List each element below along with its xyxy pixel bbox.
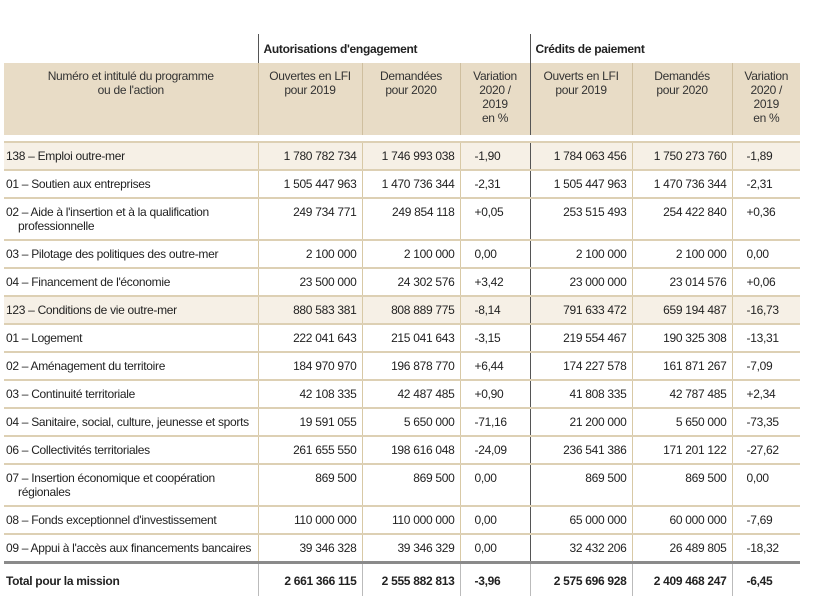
action-row	[4, 408, 800, 436]
ae-variation-cell: -3,96	[460, 563, 530, 597]
column-header-row	[4, 63, 800, 135]
ae-requested-2020-cell: 198 616 048	[362, 436, 460, 464]
row-label-text: 04 – Financement de l'économie	[6, 275, 171, 289]
row-label	[4, 352, 258, 380]
ae-variation-cell: -2,31	[460, 170, 530, 198]
row-label	[4, 408, 258, 436]
cp-variation-cell: -6,45	[732, 563, 800, 597]
ae-lfi-2019-cell: 1 780 782 734	[258, 142, 362, 170]
ae-variation-cell: 0,00	[460, 464, 530, 506]
ae-requested-2020-cell: 39 346 329	[362, 534, 460, 563]
cp-lfi-2019-cell: 41 808 335	[530, 380, 632, 408]
group-ae: Autorisations d'engagement	[258, 34, 530, 63]
cp-variation-cell: -27,62	[732, 436, 800, 464]
row-label	[4, 268, 258, 296]
action-row	[4, 324, 800, 352]
total-row	[4, 563, 800, 597]
ae-variation-cell: +0,05	[460, 198, 530, 240]
action-row	[4, 436, 800, 464]
ae-lfi-2019-cell: 249 734 771	[258, 198, 362, 240]
cp-lfi-2019-cell: 1 505 447 963	[530, 170, 632, 198]
cp-lfi-2019-cell: 23 000 000	[530, 268, 632, 296]
cp-requested-2020-cell: 190 325 308	[632, 324, 732, 352]
ae-lfi-2019-cell: 42 108 335	[258, 380, 362, 408]
ae-requested-2020-cell: 42 487 485	[362, 380, 460, 408]
cp-variation-cell: -18,32	[732, 534, 800, 563]
column-header-5: Demandés pour 2020	[632, 63, 732, 135]
ae-variation-cell: 0,00	[460, 506, 530, 534]
ae-variation-cell: +3,42	[460, 268, 530, 296]
cp-lfi-2019-cell: 236 541 386	[530, 436, 632, 464]
row-label	[4, 296, 258, 324]
cp-requested-2020-cell: 659 194 487	[632, 296, 732, 324]
row-label	[4, 380, 258, 408]
ae-lfi-2019-cell: 184 970 970	[258, 352, 362, 380]
cp-lfi-2019-cell: 2 575 696 928	[530, 563, 632, 597]
cp-variation-cell: +0,06	[732, 268, 800, 296]
row-label-text: 04 – Sanitaire, social, culture, jeunesse et sports	[6, 415, 249, 429]
ae-lfi-2019-cell: 39 346 328	[258, 534, 362, 563]
ae-lfi-2019-cell: 880 583 381	[258, 296, 362, 324]
row-label-cont: régionales	[18, 485, 71, 499]
row-label-text: 02 – Aménagement du territoire	[6, 359, 166, 373]
cp-requested-2020-cell: 254 422 840	[632, 198, 732, 240]
cp-variation-cell: 0,00	[732, 240, 800, 268]
cp-variation-cell: -73,35	[732, 408, 800, 436]
row-label-text: Total pour la mission	[6, 574, 120, 588]
ae-variation-cell: 0,00	[460, 240, 530, 268]
ae-variation-cell: -8,14	[460, 296, 530, 324]
cp-variation-cell: -16,73	[732, 296, 800, 324]
cp-lfi-2019-cell: 2 100 000	[530, 240, 632, 268]
program-row	[4, 296, 800, 324]
cp-requested-2020-cell: 171 201 122	[632, 436, 732, 464]
ae-requested-2020-cell: 808 889 775	[362, 296, 460, 324]
ae-requested-2020-cell: 5 650 000	[362, 408, 460, 436]
column-header-1: Ouvertes en LFI pour 2019	[258, 63, 362, 135]
row-label	[4, 170, 258, 198]
action-row	[4, 464, 800, 506]
row-label-text: 01 – Logement	[6, 331, 83, 345]
row-label	[4, 506, 258, 534]
row-label-text: 09 – Appui à l'accès aux financements bancaires	[6, 541, 252, 555]
cp-lfi-2019-cell: 791 633 472	[530, 296, 632, 324]
column-header-6: Variation 2020 / 2019 en %	[732, 63, 800, 135]
row-label	[4, 198, 258, 240]
action-row	[4, 534, 800, 563]
ae-variation-cell: +6,44	[460, 352, 530, 380]
row-label	[4, 240, 258, 268]
cp-requested-2020-cell: 1 470 736 344	[632, 170, 732, 198]
ae-requested-2020-cell: 24 302 576	[362, 268, 460, 296]
cp-variation-cell: +0,36	[732, 198, 800, 240]
ae-variation-cell: +0,90	[460, 380, 530, 408]
ae-requested-2020-cell: 1 746 993 038	[362, 142, 460, 170]
cp-requested-2020-cell: 5 650 000	[632, 408, 732, 436]
row-label-text: 01 – Soutien aux entreprises	[6, 177, 151, 191]
ae-requested-2020-cell: 869 500	[362, 464, 460, 506]
cp-variation-cell: +2,34	[732, 380, 800, 408]
ae-requested-2020-cell: 2 555 882 813	[362, 563, 460, 597]
ae-variation-cell: -1,90	[460, 142, 530, 170]
group-cp: Crédits de paiement	[530, 34, 800, 63]
row-label-text: 07 – Insertion économique et coopération	[6, 471, 215, 485]
row-label-text: 02 – Aide à l'insertion et à la qualification	[6, 205, 209, 219]
action-row	[4, 240, 800, 268]
cp-requested-2020-cell: 1 750 273 760	[632, 142, 732, 170]
cp-requested-2020-cell: 2 100 000	[632, 240, 732, 268]
ae-requested-2020-cell: 1 470 736 344	[362, 170, 460, 198]
cp-requested-2020-cell: 2 409 468 247	[632, 563, 732, 597]
ae-lfi-2019-cell: 222 041 643	[258, 324, 362, 352]
row-label-text: 03 – Continuité territoriale	[6, 387, 136, 401]
row-label-text: 08 – Fonds exceptionnel d'investissement	[6, 513, 217, 527]
cp-lfi-2019-cell: 65 000 000	[530, 506, 632, 534]
ae-variation-cell: 0,00	[460, 534, 530, 563]
cp-variation-cell: 0,00	[732, 464, 800, 506]
action-row	[4, 198, 800, 240]
row-label-cont: professionnelle	[18, 219, 95, 233]
ae-lfi-2019-cell: 2 100 000	[258, 240, 362, 268]
ae-requested-2020-cell: 249 854 118	[362, 198, 460, 240]
cp-requested-2020-cell: 869 500	[632, 464, 732, 506]
column-header-3: Variation 2020 / 2019 en %	[460, 63, 530, 135]
cp-requested-2020-cell: 161 871 267	[632, 352, 732, 380]
ae-requested-2020-cell: 196 878 770	[362, 352, 460, 380]
ae-lfi-2019-cell: 261 655 550	[258, 436, 362, 464]
cp-requested-2020-cell: 26 489 805	[632, 534, 732, 563]
ae-requested-2020-cell: 110 000 000	[362, 506, 460, 534]
action-row	[4, 268, 800, 296]
cp-lfi-2019-cell: 174 227 578	[530, 352, 632, 380]
row-label	[4, 464, 258, 506]
cp-lfi-2019-cell: 1 784 063 456	[530, 142, 632, 170]
ae-requested-2020-cell: 2 100 000	[362, 240, 460, 268]
row-label	[4, 563, 258, 597]
row-label-text: 03 – Pilotage des politiques des outre-mer	[6, 247, 219, 261]
ae-requested-2020-cell: 215 041 643	[362, 324, 460, 352]
ae-lfi-2019-cell: 2 661 366 115	[258, 563, 362, 597]
cp-lfi-2019-cell: 219 554 467	[530, 324, 632, 352]
ae-lfi-2019-cell: 19 591 055	[258, 408, 362, 436]
cp-lfi-2019-cell: 253 515 493	[530, 198, 632, 240]
cp-lfi-2019-cell: 21 200 000	[530, 408, 632, 436]
cp-variation-cell: -7,09	[732, 352, 800, 380]
cp-variation-cell: -1,89	[732, 142, 800, 170]
cp-requested-2020-cell: 23 014 576	[632, 268, 732, 296]
group-header-row	[4, 34, 800, 63]
action-row	[4, 380, 800, 408]
ae-lfi-2019-cell: 23 500 000	[258, 268, 362, 296]
cp-variation-cell: -13,31	[732, 324, 800, 352]
ae-lfi-2019-cell: 869 500	[258, 464, 362, 506]
row-label	[4, 534, 258, 563]
cp-variation-cell: -2,31	[732, 170, 800, 198]
ae-lfi-2019-cell: 1 505 447 963	[258, 170, 362, 198]
row-label-text: 06 – Collectivités territoriales	[6, 443, 150, 457]
row-label-text: 138 – Emploi outre-mer	[6, 149, 125, 163]
program-row	[4, 142, 800, 170]
cp-requested-2020-cell: 60 000 000	[632, 506, 732, 534]
row-label-text: 123 – Conditions de vie outre-mer	[6, 303, 177, 317]
cp-variation-cell: -7,69	[732, 506, 800, 534]
column-header-0: Numéro et intitulé du programme ou de l'action	[4, 63, 258, 135]
ae-variation-cell: -71,16	[460, 408, 530, 436]
ae-lfi-2019-cell: 110 000 000	[258, 506, 362, 534]
action-row	[4, 352, 800, 380]
column-header-4: Ouverts en LFI pour 2019	[530, 63, 632, 135]
row-label	[4, 142, 258, 170]
cp-requested-2020-cell: 42 787 485	[632, 380, 732, 408]
row-label	[4, 324, 258, 352]
column-header-2: Demandées pour 2020	[362, 63, 460, 135]
ae-variation-cell: -24,09	[460, 436, 530, 464]
cp-lfi-2019-cell: 869 500	[530, 464, 632, 506]
cp-lfi-2019-cell: 32 432 206	[530, 534, 632, 563]
budget-table	[4, 34, 800, 596]
ae-variation-cell: -3,15	[460, 324, 530, 352]
action-row	[4, 506, 800, 534]
action-row	[4, 170, 800, 198]
row-label	[4, 436, 258, 464]
